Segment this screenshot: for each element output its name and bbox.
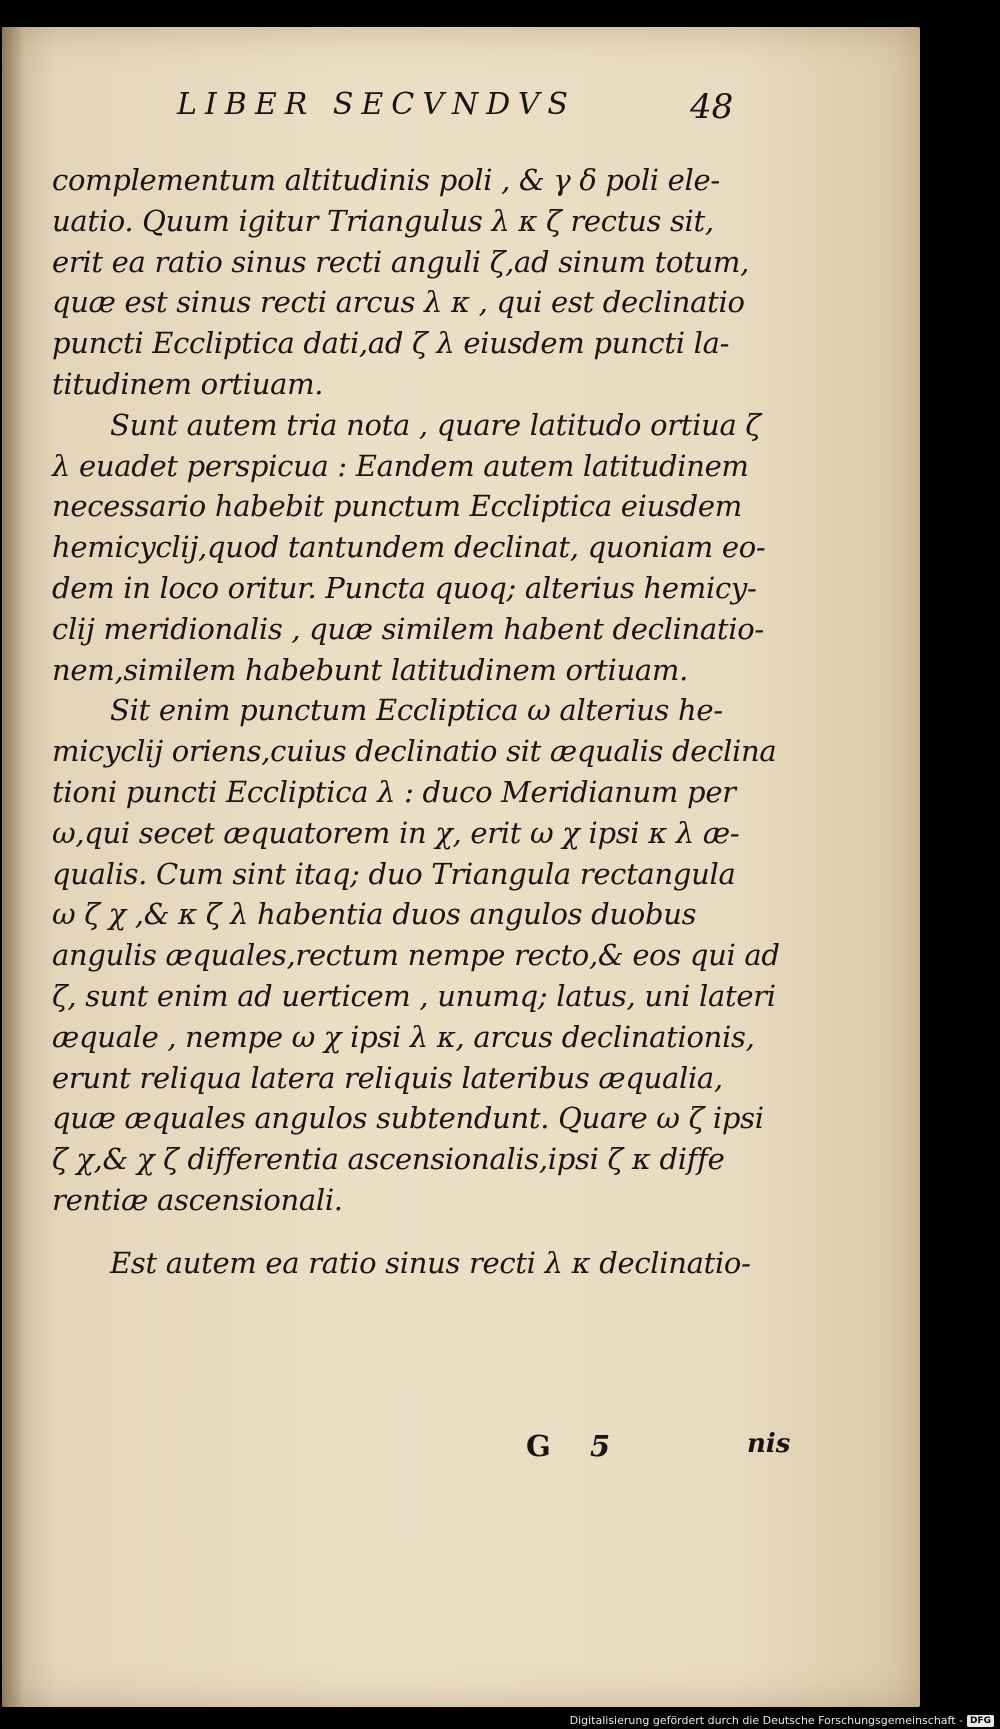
text-line: necessario habebit punctum Eccliptica eiusdem — [52, 489, 742, 524]
text-line: qualis. Cum sint itaq; duo Triangula rectangula — [52, 856, 736, 891]
text-line: titudinem ortiuam. — [52, 366, 324, 401]
text-line: micyclij oriens,cuius declinatio sit æqualis declina — [52, 734, 777, 769]
signature-mark: G — [526, 1429, 551, 1463]
text-line: tioni puncti Eccliptica λ : duco Meridianum per — [52, 774, 736, 809]
book-page — [2, 27, 920, 1707]
text-line: angulis æquales,rectum nempe recto,& eos qui ad — [52, 938, 780, 973]
dfg-logo: DFG — [967, 1715, 994, 1727]
running-title: LIBER SECVNDVS — [177, 87, 576, 122]
text-line: Est autem ea ratio sinus recti λ κ declinatio- — [110, 1245, 751, 1280]
page-number: 48 — [690, 87, 734, 127]
body-text — [52, 160, 780, 1284]
text-line: rentiæ ascensionali. — [52, 1182, 343, 1217]
text-line: dem in loco oritur. Puncta quoq; alterius hemicy- — [52, 570, 757, 605]
text-line: Sit enim punctum Eccliptica ω alterius he- — [110, 693, 723, 728]
text-line: uatio. Quum igitur Triangulus λ κ ζ rectus sit, — [52, 203, 714, 238]
text-line: quæ æquales angulos subtendunt. Quare ω ζ ipsi — [52, 1101, 764, 1136]
catchword: nis — [747, 1429, 791, 1459]
text-line: Sunt autem tria nota , quare latitudo ortiua ζ — [110, 407, 761, 442]
text-line: erunt reliqua latera reliquis lateribus æqualia, — [52, 1060, 723, 1095]
text-line: puncti Eccliptica dati,ad ζ λ eiusdem puncti la- — [52, 326, 730, 361]
text-line: ω,qui secet æquatorem in χ, erit ω χ ipsi κ λ æ- — [52, 815, 740, 850]
text-line: clij meridionalis , quæ similem habent declinatio- — [52, 611, 764, 646]
text-line: quæ est sinus recti arcus λ κ , qui est declinatio — [52, 285, 745, 320]
text-line: λ euadet perspicua : Eandem autem latitudinem — [52, 448, 749, 483]
signature-number: 5 — [590, 1429, 611, 1463]
text-line: ω ζ χ ,& κ ζ λ habentia duos angulos duobus — [52, 897, 697, 932]
digitization-footer — [570, 1714, 994, 1727]
text-line: nem,similem habebunt latitudinem ortiuam. — [52, 652, 688, 687]
paragraph-gap — [52, 1221, 772, 1243]
text-line: æquale , nempe ω χ ipsi λ κ, arcus declinationis, — [52, 1019, 755, 1054]
page-gutter-shadow — [2, 27, 24, 1707]
text-line: complementum altitudinis poli , & γ δ poli ele- — [52, 163, 720, 197]
text-line: ζ, sunt enim ad uerticem , unumq; latus, uni lateri — [52, 978, 776, 1013]
footer-credit: Digitalisierung gefördert durch die Deutsche Forschungsgemeinschaft - — [569, 1714, 963, 1727]
text-line: hemicyclij,quod tantundem declinat, quoniam eo- — [52, 530, 766, 565]
text-line: ζ χ,& χ ζ differentia ascensionalis,ipsi ζ κ diffe — [52, 1142, 725, 1177]
text-line: erit ea ratio sinus recti anguli ζ,ad sinum totum, — [52, 244, 750, 279]
